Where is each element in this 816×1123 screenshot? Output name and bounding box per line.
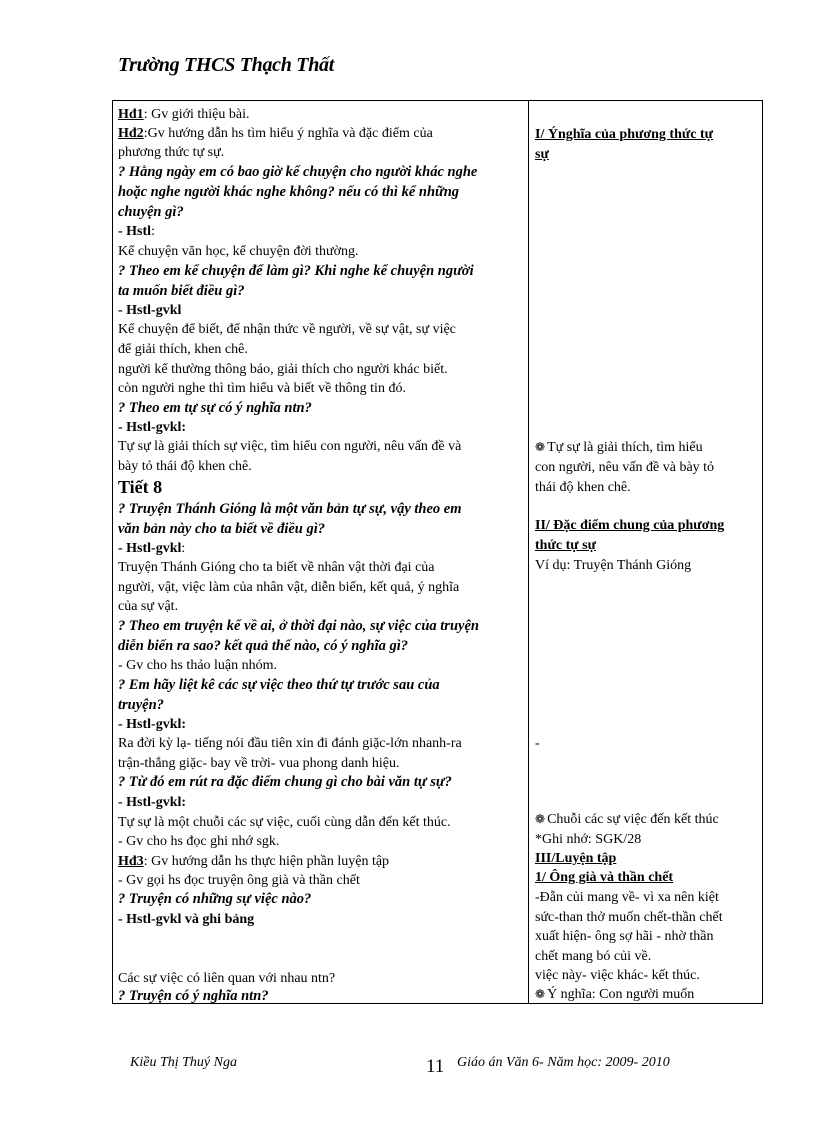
- hd2-label: Hđ2: [118, 126, 144, 141]
- answer-7a: Tự sự là một chuỗi các sự việc, cuối cùng dẫn đến kết thúc.: [118, 815, 451, 830]
- answer-1: Kể chuyện văn học, kể chuyện đời thường.: [118, 244, 359, 259]
- exercise-1c: xuất hiện- ông sợ hãi - nhờ thần: [535, 929, 714, 944]
- section-1-heading-b: sự: [535, 147, 549, 162]
- student-answer-label-8: - Hstl-gvkl và ghi bảng: [118, 912, 255, 927]
- summary-1a-text: Tự sự là giải thích, tìm hiểu: [547, 440, 703, 455]
- summary-2a-text: Chuỗi các sự việc đến kết thúc: [547, 812, 719, 827]
- summary-2a: [535, 810, 719, 829]
- hd1-text: : Gv giới thiệu bài.: [143, 107, 250, 122]
- answer-2c: người kể thường thông báo, giải thích cho người khác biết.: [118, 362, 448, 377]
- dash-placeholder: -: [535, 736, 540, 751]
- hd1-label: Hđ1: [118, 107, 144, 122]
- hstl-4-colon: :: [181, 541, 186, 556]
- student-answer-label-1: [118, 222, 155, 241]
- hd2-text: :Gv hướng dẫn hs tìm hiểu ý nghĩa và đặc điểm của: [143, 126, 433, 141]
- question-7: ? Từ đó em rút ra đặc điểm chung gì cho bài văn tự sự?: [118, 774, 452, 790]
- question-2b: ta muốn biết điều gì?: [118, 283, 245, 299]
- school-name-header: Trường THCS Thạch Thất: [118, 54, 334, 76]
- hstl-1-colon: :: [151, 224, 155, 239]
- column-divider: [528, 100, 529, 1004]
- answer-2d: còn người nghe thì tìm hiểu và biết về thông tin đó.: [118, 381, 406, 396]
- page-number: 11: [426, 1056, 445, 1077]
- answer-4c: của sự vật.: [118, 599, 179, 614]
- question-6b: truyện?: [118, 697, 164, 713]
- activity-2: [118, 124, 433, 143]
- question-2a: ? Theo em kể chuyện để làm gì? Khi nghe kể chuyện người: [118, 263, 474, 279]
- activity-3: [118, 852, 389, 871]
- lesson-period-heading: Tiết 8: [118, 477, 163, 497]
- hstl-1: - Hstl: [118, 224, 152, 239]
- meaning-line: [535, 985, 694, 1004]
- memo-reference: *Ghi nhớ: SGK/28: [535, 832, 642, 847]
- flower-bullet-icon: ❁: [535, 987, 546, 1001]
- example-text: Ví dụ: Truyện Thánh Gióng: [535, 558, 692, 573]
- question-9: ? Truyện có ý nghĩa ntn?: [118, 988, 269, 1004]
- answer-4a: Truyện Thánh Gióng cho ta biết về nhân vật thời đại của: [118, 560, 435, 575]
- answer-5: - Gv cho hs thảo luận nhóm.: [118, 658, 278, 673]
- section-3-heading: III/Luyện tập: [535, 851, 617, 866]
- answer-4b: người, vật, việc làm của nhân vật, diễn biến, kết quả, ý nghĩa: [118, 580, 460, 595]
- activity-1: [118, 105, 249, 124]
- hstl-4: - Hstl-gvkl: [118, 541, 182, 556]
- answer-8: - Gv gọi hs đọc truyện ông già và thần chết: [118, 873, 360, 888]
- section-1-heading-a: I/ Ýnghĩa của phương thức tự: [535, 127, 714, 142]
- question-6a: ? Em hãy liệt kê các sự việc theo thứ tự trước sau của: [118, 677, 440, 693]
- answer-6a: Ra đời kỳ lạ- tiếng nói đầu tiên xin đi đánh giặc-lớn nhanh-ra: [118, 736, 462, 751]
- activity-2-cont: phương thức tự sự.: [118, 145, 225, 160]
- question-5b: diễn biến ra sao? kết quả thế nào, có ý nghĩa gì?: [118, 638, 409, 654]
- summary-1a: [535, 438, 703, 457]
- answer-3a: Tự sự là giải thích sự việc, tìm hiểu con người, nêu vấn đề và: [118, 439, 462, 454]
- student-answer-label-7: - Hstl-gvkl:: [118, 795, 187, 810]
- answer-3b: bày tỏ thái độ khen chê.: [118, 459, 252, 474]
- student-answer-label-2: - Hstl-gvkl: [118, 303, 182, 318]
- question-1c: chuyện gì?: [118, 204, 184, 220]
- answer-6b: trận-thắng giặc- bay về trời- vua phong danh hiệu.: [118, 756, 400, 771]
- exercise-1e: việc này- việc khác- kết thúc.: [535, 968, 700, 983]
- flower-bullet-icon: ❁: [535, 812, 546, 826]
- student-answer-label-4: [118, 539, 185, 558]
- answer-2b: để giải thích, khen chê.: [118, 342, 248, 357]
- student-answer-label-6: - Hstl-gvkl:: [118, 717, 187, 732]
- section-2-heading-b: thức tự sự: [535, 538, 596, 553]
- answer-2a: Kể chuyện để biết, để nhận thức về người, về sự vật, sự việc: [118, 322, 456, 337]
- section-2-heading-a: II/ Đặc điểm chung của phương: [535, 518, 725, 533]
- summary-1c: thái độ khen chê.: [535, 480, 631, 495]
- question-4b: văn bản này cho ta biết về điều gì?: [118, 521, 326, 537]
- answer-7b: - Gv cho hs đọc ghi nhớ sgk.: [118, 834, 280, 849]
- meaning-text: Ý nghĩa: Con người muốn: [547, 987, 695, 1002]
- question-8: ? Truyện có những sự việc nào?: [118, 891, 312, 907]
- answer-9: Các sự việc có liên quan với nhau ntn?: [118, 971, 336, 986]
- student-answer-label-3: - Hstl-gvkl:: [118, 420, 187, 435]
- question-5a: ? Theo em truyện kể về ai, ở thời đại nào, sự việc của truyện: [118, 618, 479, 634]
- hd3-label: Hđ3: [118, 854, 144, 869]
- exercise-1b: sức-than thở muốn chết-thần chết: [535, 910, 723, 925]
- footer-course: Giáo án Văn 6- Năm học: 2009- 2010: [457, 1055, 670, 1070]
- flower-bullet-icon: ❁: [535, 440, 546, 454]
- summary-1b: con người, nêu vấn đề và bày tỏ: [535, 460, 715, 475]
- question-1b: hoặc nghe người khác nghe không? nếu có thì kể những: [118, 184, 460, 200]
- question-1a: ? Hằng ngày em có bao giờ kể chuyện cho người khác nghe: [118, 164, 478, 180]
- question-4a: ? Truyện Thánh Gióng là một văn bản tự sự, vậy theo em: [118, 501, 462, 517]
- footer-author: Kiều Thị Thuý Nga: [130, 1055, 237, 1070]
- exercise-1d: chết mang bó củi về.: [535, 949, 652, 964]
- exercise-1a: -Đẵn củi mang về- vì xa nên kiệt: [535, 890, 719, 905]
- hd3-text: : Gv hướng dẫn hs thực hiện phần luyện tập: [143, 854, 390, 869]
- exercise-1-heading: 1/ Ông già và thần chết: [535, 870, 674, 885]
- question-3: ? Theo em tự sự có ý nghĩa ntn?: [118, 400, 312, 416]
